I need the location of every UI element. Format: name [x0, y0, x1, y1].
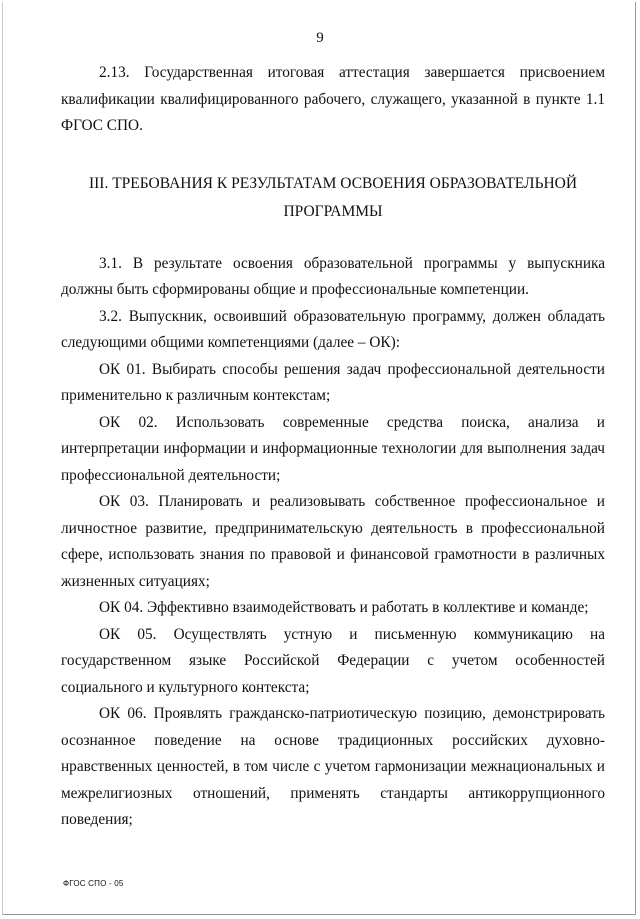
competency-ok-05: ОК 05. Осуществлять устную и письменную коммуникацию на государственном языке Российской Федерации с учетом особенностей социального и культурного контекста;: [61, 625, 605, 696]
paragraph-2-13: 2.13. Государственная итоговая аттестация завершается присвоением квалификации квалифицированного рабочего, служащего, указанной в пункте 1.1 ФГОС СПО.: [61, 64, 605, 134]
competency-ok-03: ОК 03. Планировать и реализовывать собственное профессиональное и личностное развитие, предпринимательскую деятельность в профессиональной сфере, использовать знания по правовой и финансовой грамотности в различных жизненных ситуациях;: [61, 493, 605, 590]
competency-ok-04: ОК 04. Эффективно взаимодействовать и работать в коллективе и команде;: [99, 599, 589, 616]
competency-ok-01: ОК 01. Выбирать способы решения задач профессиональной деятельности применительно к различным контекстам;: [61, 360, 605, 404]
document-body: [61, 60, 605, 834]
competency-ok-06: ОК 06. Проявлять гражданско-патриотическую позицию, демонстрировать осознанное поведение на основе традиционных российских духовно-нравственных ценностей, в том числе с учетом гармонизации межнациональных и межрелигиозных отношений, применять стандарты антикоррупционного поведения;: [61, 705, 605, 828]
page-footer: ФГОС СПО - 05: [63, 879, 124, 888]
page-number: 9: [316, 30, 324, 46]
competency-ok-02: ОК 02. Использовать современные средства поиска, анализа и интерпретации информации и информационные технологии для выполнения задач профессиональной деятельности;: [61, 413, 605, 484]
paragraph-3-2: 3.2. Выпускник, освоивший образовательную программу, должен обладать следующими общими компетенциями (далее – ОК):: [61, 307, 605, 351]
paragraph-3-1: 3.1. В результате освоения образовательной программы у выпускника должны быть сформированы общие и профессиональные компетенции.: [61, 254, 605, 298]
section-heading: III. ТРЕБОВАНИЯ К РЕЗУЛЬТАТАМ ОСВОЕНИЯ ОБРАЗОВАТЕЛЬНОЙ ПРОГРАММЫ: [88, 174, 578, 220]
